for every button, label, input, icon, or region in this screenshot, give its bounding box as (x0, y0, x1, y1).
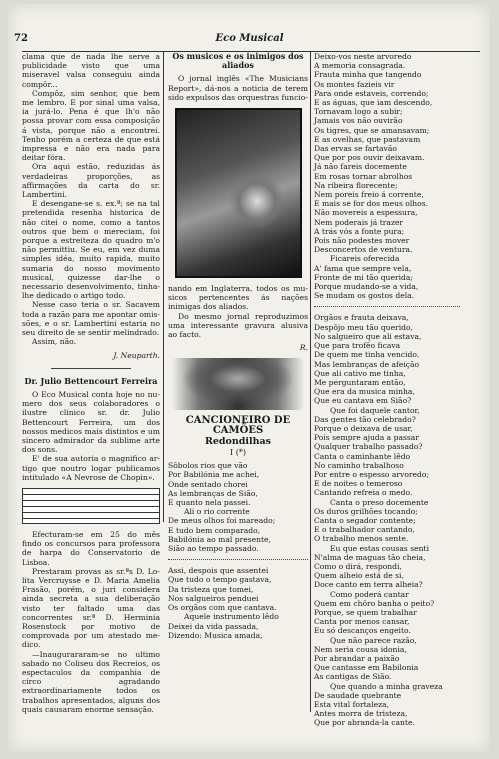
verse-line: Os montes fazieis vir (314, 79, 395, 89)
verse-line: Não movereis a espessura, (314, 208, 418, 218)
verse-line: E as ovelhas, que pastavam (314, 134, 421, 144)
verse-line: De meus olhos foi mareado; (168, 516, 276, 526)
verse-line: Já não fareis docemente (314, 162, 407, 172)
verse-line: Por entre o espesso arvoredo; (314, 469, 430, 479)
verse-line: Aquele instrumento lêdo (184, 612, 279, 622)
verse-line: Canta o preso docemente (330, 497, 429, 507)
section-rule (51, 368, 131, 369)
verse-line: Porque mudando-se a vida, (314, 282, 419, 292)
column-divider-left (163, 52, 164, 522)
decorative-vignette (172, 358, 304, 410)
paragraph: Ora aqui estão, reduzidas ás verdadeiras proporções, as affirmações da carta do sr. Lambertini. (22, 162, 160, 200)
verse-line: E as águas, que iam descendo, (314, 98, 433, 108)
paragraph: E desengane-se s. ex.ª; se na tal pretendida resenha historica de não citei o nome, como a tantos outros que bem o mereciam, foi porque a estreiteza do quadro m'o não permittiu. Se eu, em vez duma simples idéa, muito rapida, muito sumaria do nosso movimento musical, quizesse dar-lhe o necessario desenvolvimento, tinha-lhe dedicado o artigo todo. (22, 199, 160, 301)
verse-line: Por Babilónia me achei, (168, 470, 260, 480)
verse-line: Antes morra de tristeza, (314, 709, 408, 719)
paragraph: O Eco Musical conta hoje no numero dos seus colaboradores o ilustre clinico sr. dr. Julio Bettencourt Ferreira, um dos nossos medicos mais distintos e um sincero admirador da sublime arte dos sons. (22, 389, 160, 455)
verse-line: E tudo bem comparado, (168, 525, 261, 535)
verse-line: No salgueiro que ali estava, (314, 331, 422, 341)
verse-line: A memoria consagrada. (314, 61, 406, 71)
music-staff-ornament (22, 488, 160, 524)
illustration-engraving (175, 108, 302, 278)
verse-line: Deixo-vos neste arvoredo (314, 52, 412, 61)
verse-line: Orgãos e frauta deixava, (314, 313, 409, 323)
column-2 (168, 52, 308, 640)
article-title: Os musicos e os inimigos dos aliados (172, 51, 304, 71)
verse-line: Que por pos ouvir deixavam. (314, 153, 425, 163)
verse-line: A trás vós a fonte pura; (314, 226, 405, 236)
verse-line: Da tristeza que tomei, (168, 584, 254, 594)
verse-line: Que por abranda-la cante. (314, 718, 415, 728)
paragraph: Nesse caso teria o sr. Sacavem toda a razão para me apontar omissões, e o sr. Lambertini estaria no seu direito de se sentir melindrado. (22, 300, 160, 338)
verse-line: Os orgãos com que cantava. (168, 603, 277, 613)
verse-line: Como poderá cantar (330, 589, 409, 599)
signature: J. Neuparth. (113, 350, 160, 360)
stanza-divider (168, 559, 308, 560)
verse-line: Nos salgueiros penduei (168, 593, 259, 603)
verse-line: Nem seria cousa idonia, (314, 644, 407, 654)
journal-title: Eco Musical (215, 33, 284, 44)
verse-line: Quem alheio está de si, (314, 571, 404, 581)
verse-line: Qualquer trabalho passado? (314, 442, 423, 452)
signature: R. (299, 343, 308, 353)
verse-line: Ficareis oferecida (330, 254, 400, 264)
verse-line: Eu que estas cousas senti (330, 543, 430, 553)
paragraph: O jornal inglês «The Musicians Report», dá-nos a noticia de terem sido expulsos das orquestras funcio- (168, 74, 308, 102)
verse-line: Assi, despois que assentei (168, 566, 269, 576)
verse-line: Que não parece razão, (330, 635, 417, 645)
verse-line: Em rosas tornar abrolhos (314, 171, 413, 181)
verse-line: De saudade quebrante (314, 690, 402, 700)
column-1 (22, 52, 160, 714)
verse-line: E mais se for dos meus olhos. (314, 199, 429, 209)
verse-line: Que tudo o tempo gastava, (168, 575, 272, 585)
verse-line: Tornavam logo a subir; (314, 107, 403, 117)
verse-line: Canta por menos cansar, (314, 617, 410, 627)
verse-line: Das ervas se fartavão (314, 144, 397, 154)
verse-line: Deixei da vida passada, (168, 621, 259, 631)
poem-stanza (314, 313, 460, 727)
paragraph: Prestaram provas as sr.ªs D. Lolita Vercruysse e D. Maria Amelia Frasão, porém, o juri considera ainda secreta a sua deliberação visto ter faltado uma das concorrentes sr.ª D. Herminia Rosenstock por motivo de comprovada por um atestado medico. (22, 566, 160, 650)
verse-line: Que para trofêo ficava (314, 341, 401, 351)
verse-line: Despôjo meu tão querido, (314, 322, 413, 332)
verse-line: Pois sempre ajuda a passar (314, 433, 419, 443)
verse-line: Porque, se quem trabalhar (314, 607, 417, 617)
verse-line: Que ali cativo me tinha, (314, 368, 406, 378)
paragraph: clama que de nada lhe serve a publicidade visto que uma miseravel valsa conseguiu ainda compôr... (22, 52, 160, 89)
verse-line: Que eu cantava em Sião? (314, 396, 412, 406)
verse-line: Que quando a minha graveza (330, 681, 443, 691)
verse-line: Nem poderais já trazer (314, 217, 404, 227)
verse-line: Jamais vos não ouvirão (314, 116, 403, 126)
page-number: 72 (14, 33, 28, 44)
poem-stanza (168, 566, 308, 640)
verse-line: Sôbolos rios que vão (168, 461, 248, 471)
verse-line: E de noites o temeroso (314, 479, 403, 489)
verse-line: Se mudam os gostos dela. (314, 291, 415, 301)
verse-line: No caminho trabalhoso (314, 460, 404, 470)
verse-line: Na ribeira florecente; (314, 180, 398, 190)
verse-line: Esta vital fortaleza, (314, 700, 390, 710)
verse-line: E o trabalhador cantando, (314, 525, 415, 535)
verse-line: Mas lembranças de afeição (314, 359, 420, 369)
verse-line: Como o dirá, respondi, (314, 561, 402, 571)
verse-line: As lembranças de Sião, (168, 488, 258, 498)
paragraph: Assim, não. (32, 337, 77, 347)
verse-line: Desconcertos de ventura. (314, 245, 413, 255)
verse-line: Babilónia ao mal presente, (168, 534, 271, 544)
verse-line: Das gentes tão celebrado? (314, 414, 416, 424)
paragraph: E' de sua autoria o magnifico artigo que noutro logar publicamos intitulado «A Nevrose de Chopin». (22, 454, 160, 482)
paragraph: Efecturam-se em 25 do mês findo os concursos para professora de harpa do Conservatorio de Lisboa. (22, 529, 160, 567)
verse-line: Fronte de mi tão querida; (314, 272, 413, 282)
paragraph: —Inaugurararam-se no ultimo sabado no Coliseu dos Recreios, os espectaculos da companhia de circo agradando extraordinariamente todos os trabalhos apresentados, alguns dos quais causaram enorme sensação. (22, 649, 160, 714)
verse-line: De quem me tinha vencido. (314, 350, 420, 360)
verse-line: Cantando refreia o medo. (314, 488, 413, 498)
verse-line: Por abrandar a paixão (314, 654, 400, 663)
subheading: Redondilhas (204, 435, 272, 447)
verse-line: As cantigas de Sião. (314, 672, 392, 682)
paragraph: Compôz, sim senhor, que bem me lembro. E por sinal uma valsa, ia jurá-lo. Pena é que lh'o não possa provar com essa composição á vista, porque não a encontrei. Tenho porém a certeza de que está impressa e não era nada para deitar fóra. (22, 88, 160, 163)
poem-number: I (*) (230, 448, 246, 458)
verse-line: E quanto nela passei. (168, 498, 251, 508)
verse-line: Que era da musica minha, (314, 387, 415, 397)
paragraph: Do mesmo jornal reproduzimos uma interessante gravura alusiva ao facto. (168, 311, 308, 340)
stanza-divider (314, 306, 460, 307)
verse-line: Pois não podestes mover (314, 236, 410, 246)
verse-line: Para onde estaveis, correndo; (314, 88, 429, 98)
verse-line: O trabalho menos sente. (314, 534, 409, 544)
verse-line: Que foi daquele cantor, (330, 405, 420, 415)
verse-line: Quem em chôro banha o peito? (314, 598, 435, 608)
verse-line: Me perguntaram então, (314, 377, 406, 387)
verse-line: Os duros grilhões tocando; (314, 506, 418, 516)
verse-line: Porque o deixava de usar, (314, 423, 413, 433)
paragraph: nando em Inglaterra, todos os musicos pertencentes ás nações inimigas dos aliados. (168, 284, 308, 312)
poem-stanza (168, 461, 308, 553)
verse-line: Ali o rio corrente (184, 507, 250, 517)
verse-line: Eu só descanços engeito. (314, 626, 411, 636)
verse-line: A' fama que sempre vela, (314, 263, 412, 273)
verse-line: Dizendo: Musica amada, (168, 630, 263, 640)
article-title: Dr. Julio Bettencourt Ferreira (24, 375, 158, 386)
verse-line: Canta o caminhante lêdo (314, 451, 411, 461)
verse-line: Os tigres, que se amansavam; (314, 125, 430, 135)
section-heading: CANCIONEIRO DE CAMÕES (185, 415, 291, 436)
verse-line: Que cantasse em Babilonia (314, 663, 419, 673)
verse-line: Frauta minha que tangendo (314, 70, 422, 80)
verse-line: N'alma de maguas tão cheia, (314, 552, 426, 562)
column-divider-right (310, 52, 311, 712)
verse-line: Nem poreis freio á corrente, (314, 190, 424, 200)
column-3 (314, 52, 460, 728)
verse-line: Canta o segador contente; (314, 515, 416, 525)
verse-line: Doce canto em terra alheia? (314, 580, 423, 590)
verse-line: Onde sentado chorei (168, 479, 248, 489)
poem-stanza (314, 52, 460, 300)
verse-line: Sião ao tempo passado. (168, 544, 259, 554)
